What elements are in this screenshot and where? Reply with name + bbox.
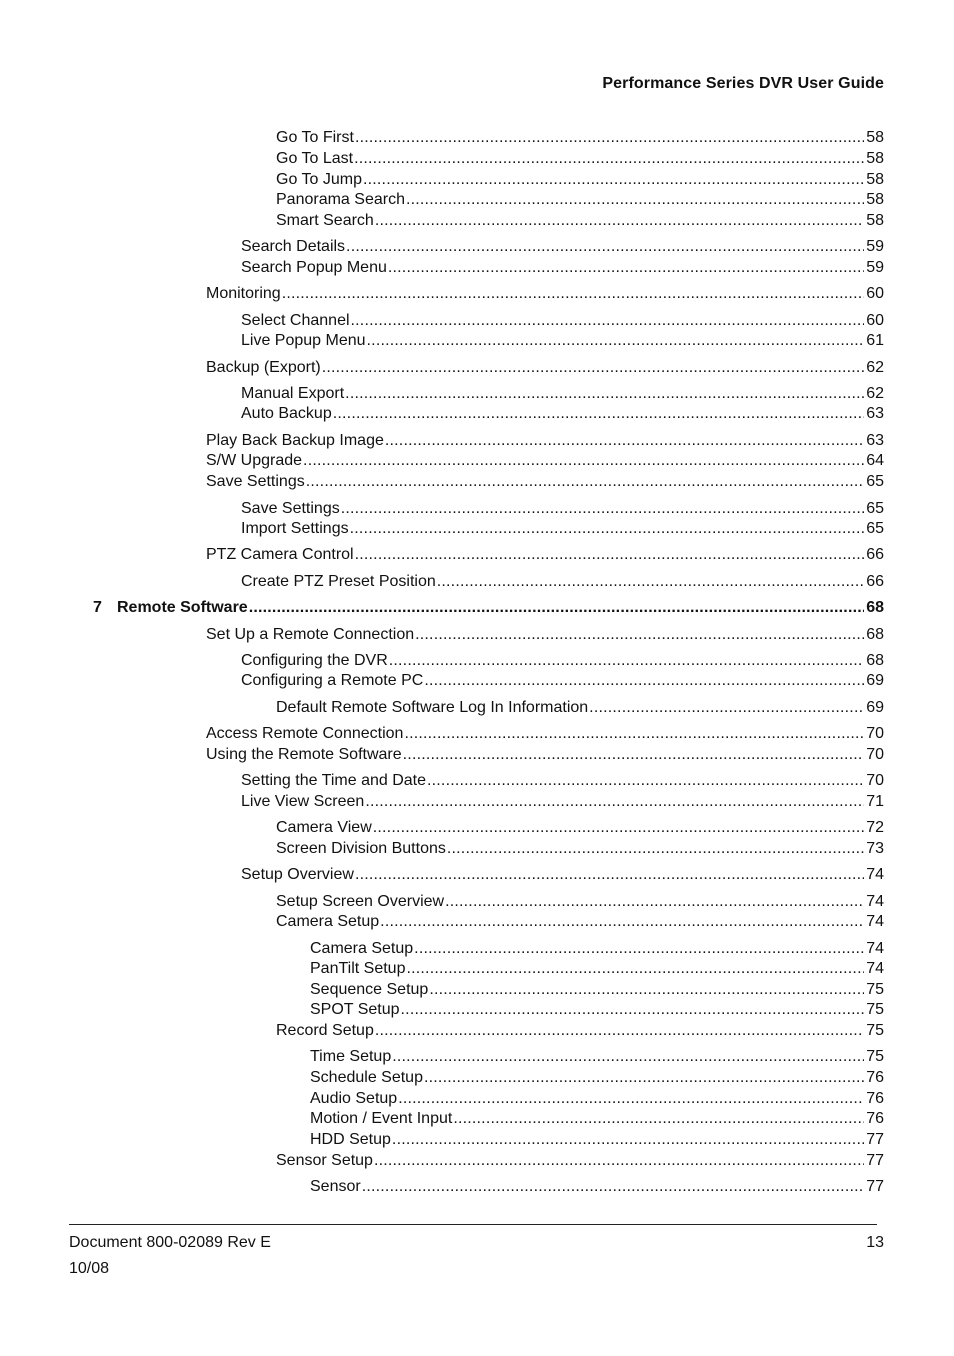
- toc-entry[interactable]: [206, 357, 884, 378]
- toc-dot-leader: [346, 236, 864, 257]
- toc-entry-label: Configuring a Remote PC: [241, 672, 424, 689]
- toc-entry[interactable]: [276, 891, 884, 912]
- toc-entry-label: Default Remote Software Log In Information: [276, 699, 589, 716]
- toc-dot-leader: [375, 210, 864, 231]
- toc-entry-page-number: 58: [866, 129, 884, 146]
- toc-dot-leader: [375, 1020, 864, 1041]
- toc-dot-leader: [447, 838, 864, 859]
- toc-entry[interactable]: [276, 697, 884, 718]
- toc-entry-label: Sequence Setup: [310, 981, 429, 998]
- toc-dot-leader: [365, 791, 864, 812]
- toc-dot-leader: [424, 670, 864, 691]
- toc-entry[interactable]: [276, 127, 884, 148]
- toc-dot-leader: [437, 571, 864, 592]
- toc-entry-page-number: 70: [866, 746, 884, 763]
- toc-entry-page-number: 77: [866, 1152, 884, 1169]
- toc-entry-label: SPOT Setup: [310, 1001, 400, 1018]
- toc-dot-leader: [392, 1046, 864, 1067]
- toc-entry[interactable]: [241, 257, 884, 278]
- toc-entry[interactable]: [241, 383, 884, 404]
- toc-entry-page-number: 68: [866, 626, 884, 643]
- toc-dot-leader: [415, 624, 864, 645]
- toc-entry-label: Camera Setup: [276, 913, 380, 930]
- toc-entry-label: Screen Division Buttons: [276, 840, 446, 857]
- toc-entry-label: Remote Software: [117, 599, 248, 616]
- toc-entry[interactable]: [241, 498, 884, 519]
- toc-entry-label: Live View Screen: [241, 793, 365, 810]
- toc-dot-leader: [351, 310, 865, 331]
- toc-dot-leader: [429, 979, 864, 1000]
- toc-entry[interactable]: [310, 1067, 884, 1088]
- toc-entry[interactable]: [206, 430, 884, 451]
- toc-dot-leader: [388, 257, 864, 278]
- toc-entry-label: Backup (Export): [206, 359, 321, 376]
- toc-entry[interactable]: [241, 670, 884, 691]
- toc-entry-label: Live Popup Menu: [241, 332, 366, 349]
- toc-entry-label: Search Details: [241, 238, 346, 255]
- toc-entry-page-number: 74: [866, 913, 884, 930]
- toc-entry[interactable]: [241, 571, 884, 592]
- toc-entry-label: Create PTZ Preset Position: [241, 573, 436, 590]
- toc-entry-page-number: 71: [866, 793, 884, 810]
- toc-dot-leader: [445, 891, 864, 912]
- toc-dot-leader: [249, 597, 865, 618]
- toc-dot-leader: [401, 999, 865, 1020]
- toc-entry-label: Camera View: [276, 819, 372, 836]
- toc-entry-page-number: 76: [866, 1069, 884, 1086]
- toc-dot-leader: [427, 770, 864, 791]
- toc-entry[interactable]: [206, 624, 884, 645]
- toc-entry-label: Manual Export: [241, 385, 345, 402]
- toc-entry-page-number: 62: [866, 359, 884, 376]
- toc-entry-page-number: 65: [866, 473, 884, 490]
- toc-entry-page-number: 58: [866, 150, 884, 167]
- toc-entry-page-number: 75: [866, 1022, 884, 1039]
- toc-entry[interactable]: [206, 544, 884, 565]
- toc-entry[interactable]: [276, 210, 884, 231]
- footer-divider: [69, 1224, 877, 1225]
- toc-entry[interactable]: [206, 283, 884, 304]
- toc-entry-label: Camera Setup: [310, 940, 414, 957]
- toc-dot-leader: [380, 911, 864, 932]
- footer-document-number: Document 800-02089 Rev E: [69, 1234, 271, 1251]
- toc-dot-leader: [406, 189, 864, 210]
- toc-entry-label: PTZ Camera Control: [206, 546, 354, 563]
- toc-entry-label: Import Settings: [241, 520, 349, 537]
- toc-entry-label: Go To Last: [276, 150, 354, 167]
- toc-dot-leader: [355, 864, 864, 885]
- toc-entry-page-number: 74: [866, 940, 884, 957]
- toc-entry-label: HDD Setup: [310, 1131, 391, 1148]
- toc-entry-page-number: 59: [866, 259, 884, 276]
- toc-entry[interactable]: [310, 958, 884, 979]
- toc-dot-leader: [354, 148, 864, 169]
- toc-entry-page-number: 70: [866, 772, 884, 789]
- toc-entry-label: Auto Backup: [241, 405, 332, 422]
- toc-entry-label: Search Popup Menu: [241, 259, 387, 276]
- toc-dot-leader: [389, 650, 864, 671]
- toc-entry[interactable]: [206, 744, 884, 765]
- toc-entry-page-number: 72: [866, 819, 884, 836]
- toc-entry-page-number: 74: [866, 866, 884, 883]
- toc-entry-page-number: 74: [866, 960, 884, 977]
- toc-entry-page-number: 60: [866, 285, 884, 302]
- toc-entry-page-number: 60: [866, 312, 884, 329]
- toc-entry[interactable]: [241, 236, 884, 257]
- toc-entry[interactable]: [241, 518, 884, 539]
- toc-dot-leader: [362, 1176, 865, 1197]
- toc-dot-leader: [363, 169, 864, 190]
- toc-entry-label: Sensor: [310, 1178, 361, 1195]
- toc-dot-leader: [322, 357, 864, 378]
- toc-entry-page-number: 69: [866, 672, 884, 689]
- toc-entry-page-number: 76: [866, 1090, 884, 1107]
- toc-entry[interactable]: [310, 979, 884, 1000]
- toc-entry[interactable]: [310, 1176, 884, 1197]
- toc-entry-page-number: 76: [866, 1110, 884, 1127]
- toc-entry-page-number: 66: [866, 573, 884, 590]
- toc-entry-page-number: 58: [866, 191, 884, 208]
- toc-dot-leader: [406, 958, 864, 979]
- toc-entry[interactable]: [206, 450, 884, 471]
- toc-dot-leader: [403, 744, 865, 765]
- toc-entry[interactable]: [206, 471, 884, 492]
- toc-entry-page-number: 68: [866, 652, 884, 669]
- toc-entry-label: Configuring the DVR: [241, 652, 388, 669]
- toc-entry-label: Motion / Event Input: [310, 1110, 453, 1127]
- toc-entry[interactable]: [276, 169, 884, 190]
- toc-entry[interactable]: [241, 650, 884, 671]
- toc-entry-page-number: 63: [866, 405, 884, 422]
- toc-dot-leader: [350, 518, 865, 539]
- toc-entry-page-number: 61: [866, 332, 884, 349]
- toc-dot-leader: [303, 450, 864, 471]
- toc-entry-page-number: 69: [866, 699, 884, 716]
- toc-entry[interactable]: [241, 770, 884, 791]
- toc-dot-leader: [282, 283, 865, 304]
- toc-dot-leader: [589, 697, 864, 718]
- toc-dot-leader: [373, 817, 864, 838]
- toc-entry-page-number: 77: [866, 1178, 884, 1195]
- toc-entry[interactable]: [241, 403, 884, 424]
- toc-entry-label: Setup Screen Overview: [276, 893, 445, 910]
- toc-entry-label: PanTilt Setup: [310, 960, 406, 977]
- toc-entry-label: Setting the Time and Date: [241, 772, 426, 789]
- toc-entry-page-number: 58: [866, 212, 884, 229]
- toc-dot-leader: [306, 471, 864, 492]
- toc-entry-label: Set Up a Remote Connection: [206, 626, 415, 643]
- toc-entry[interactable]: [310, 1088, 884, 1109]
- toc-dot-leader: [355, 544, 865, 565]
- toc-entry-page-number: 62: [866, 385, 884, 402]
- toc-entry-label: Panorama Search: [276, 191, 405, 208]
- toc-dot-leader: [392, 1129, 864, 1150]
- toc-entry[interactable]: [276, 189, 884, 210]
- toc-entry[interactable]: [310, 1046, 884, 1067]
- toc-dot-leader: [341, 498, 864, 519]
- toc-entry-label: Using the Remote Software: [206, 746, 402, 763]
- toc-dot-leader: [367, 330, 865, 351]
- toc-entry[interactable]: [310, 938, 884, 959]
- toc-entry-label: S/W Upgrade: [206, 452, 303, 469]
- toc-entry[interactable]: [93, 597, 884, 618]
- toc-entry-page-number: 68: [866, 599, 884, 616]
- toc-dot-leader: [385, 430, 864, 451]
- toc-entry[interactable]: [241, 310, 884, 331]
- toc-dot-leader: [374, 1150, 864, 1171]
- toc-dot-leader: [333, 403, 864, 424]
- toc-entry-label: Schedule Setup: [310, 1069, 423, 1086]
- toc-entry-label: Time Setup: [310, 1048, 392, 1065]
- toc-entry[interactable]: [310, 1108, 884, 1129]
- toc-dot-leader: [404, 723, 864, 744]
- toc-entry-page-number: 73: [866, 840, 884, 857]
- toc-entry-label: Save Settings: [206, 473, 305, 490]
- toc-entry-page-number: 77: [866, 1131, 884, 1148]
- toc-entry-page-number: 65: [866, 520, 884, 537]
- footer-page-number: 13: [866, 1234, 884, 1251]
- toc-dot-leader: [345, 383, 864, 404]
- toc-entry[interactable]: [276, 911, 884, 932]
- toc-entry-page-number: 63: [866, 432, 884, 449]
- toc-entry-label: Access Remote Connection: [206, 725, 404, 742]
- toc-entry-page-number: 59: [866, 238, 884, 255]
- toc-entry[interactable]: [276, 838, 884, 859]
- toc-entry-page-number: 75: [866, 981, 884, 998]
- toc-entry[interactable]: [241, 791, 884, 812]
- toc-entry[interactable]: [206, 723, 884, 744]
- toc-entry-label: Go To First: [276, 129, 354, 146]
- toc-entry-label: Smart Search: [276, 212, 374, 229]
- toc-entry-page-number: 70: [866, 725, 884, 742]
- toc-entry-label: Select Channel: [241, 312, 350, 329]
- toc-entry-page-number: 75: [866, 1001, 884, 1018]
- toc-entry[interactable]: [241, 864, 884, 885]
- toc-entry-label: Sensor Setup: [276, 1152, 373, 1169]
- toc-entry[interactable]: [241, 330, 884, 351]
- toc-entry-label: Save Settings: [241, 500, 340, 517]
- toc-dot-leader: [424, 1067, 864, 1088]
- toc-entry-page-number: 64: [866, 452, 884, 469]
- toc-entry-label: Go To Jump: [276, 171, 362, 188]
- toc-chapter-number: 7: [93, 599, 102, 616]
- toc-entry-page-number: 75: [866, 1048, 884, 1065]
- toc-entry-page-number: 58: [866, 171, 884, 188]
- toc-dot-leader: [398, 1088, 864, 1109]
- toc-entry[interactable]: [276, 1020, 884, 1041]
- toc-entry-page-number: 74: [866, 893, 884, 910]
- toc-entry-page-number: 65: [866, 500, 884, 517]
- toc-entry[interactable]: [276, 817, 884, 838]
- footer-date: 10/08: [69, 1260, 110, 1277]
- toc-entry[interactable]: [276, 1150, 884, 1171]
- toc-entry[interactable]: [310, 999, 884, 1020]
- running-header-title: Performance Series DVR User Guide: [602, 75, 884, 92]
- toc-entry-label: Audio Setup: [310, 1090, 398, 1107]
- toc-entry[interactable]: [276, 148, 884, 169]
- toc-entry-label: Play Back Backup Image: [206, 432, 384, 449]
- toc-dot-leader: [414, 938, 864, 959]
- toc-dot-leader: [355, 127, 864, 148]
- toc-entry[interactable]: [310, 1129, 884, 1150]
- toc-entry-label: Monitoring: [206, 285, 281, 302]
- toc-dot-leader: [453, 1108, 864, 1129]
- toc-entry-label: Record Setup: [276, 1022, 374, 1039]
- toc-entry-label: Setup Overview: [241, 866, 354, 883]
- toc-entry-page-number: 66: [866, 546, 884, 563]
